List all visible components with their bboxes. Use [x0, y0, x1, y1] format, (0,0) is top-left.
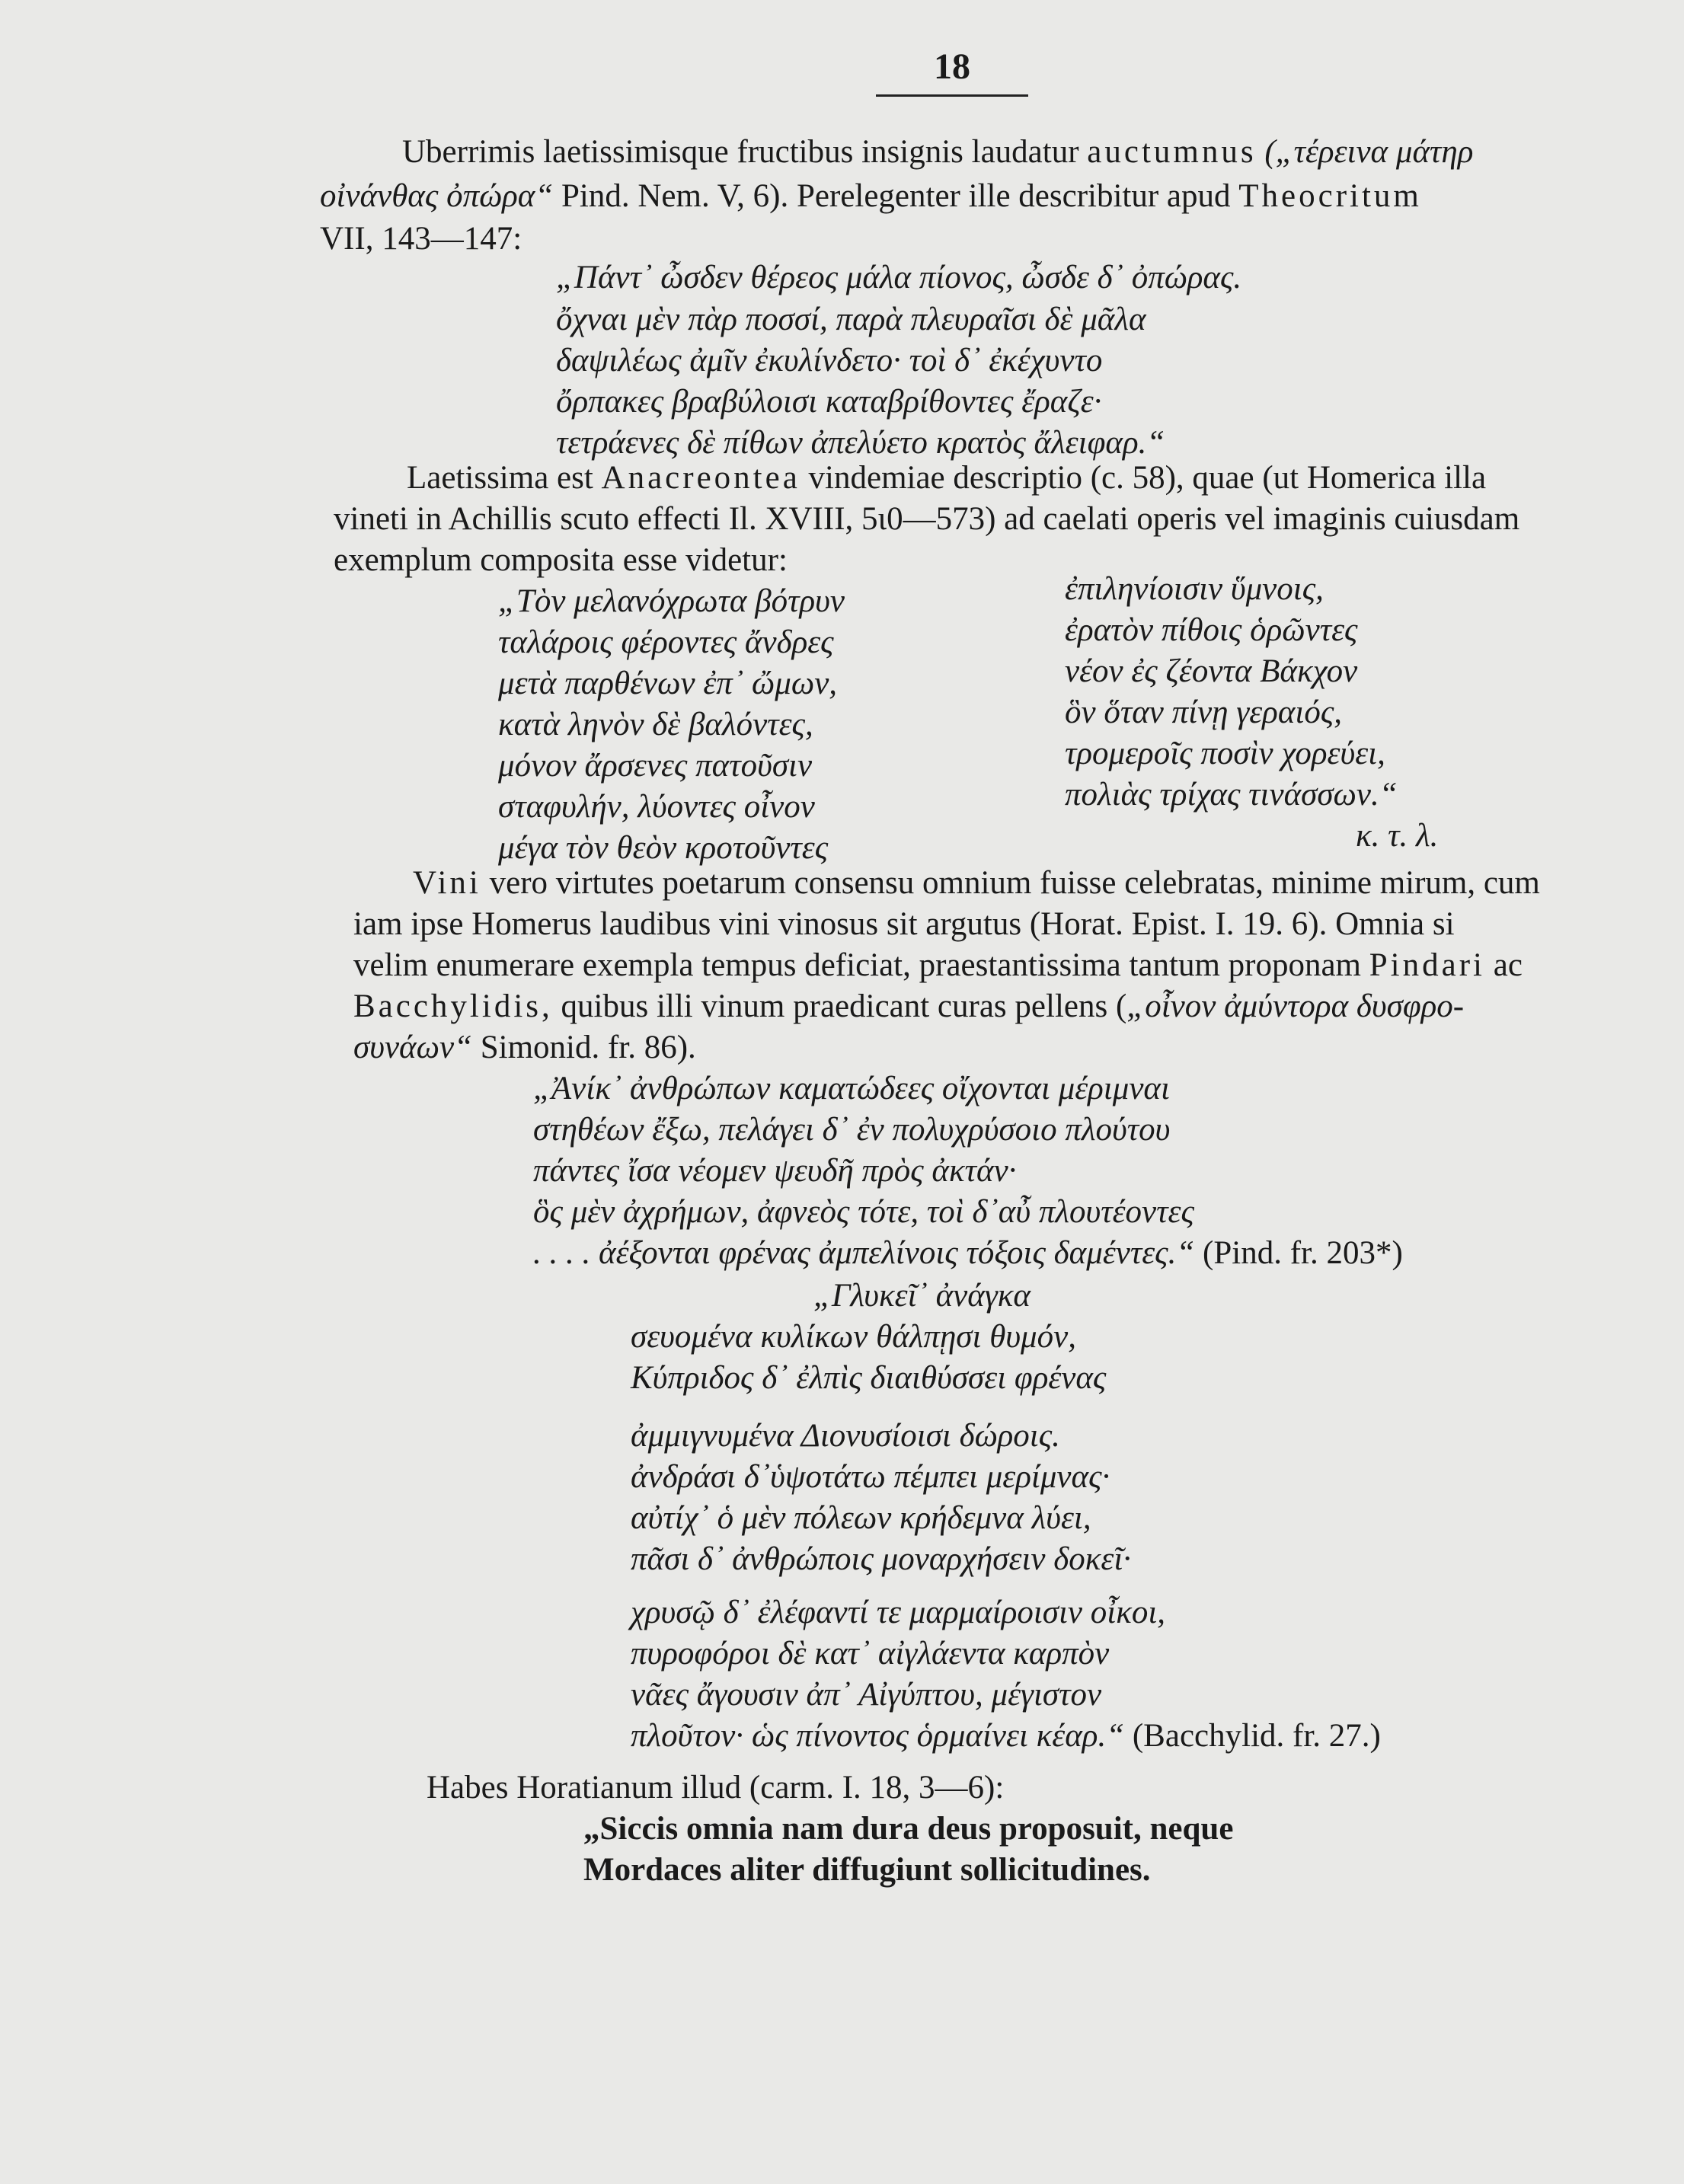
verse-line: πάντες ἴσα νέομεν ψευδῆ πρὸς ἀκτάν· — [533, 1153, 1017, 1189]
verse-line: σταφυλήν, λύοντες οἶνον — [498, 789, 815, 825]
paragraph-line — [402, 136, 1473, 168]
verse-line: χρυσῷ δ᾽ ἐλέφαντί τε μαρμαίροισιν οἶκοι, — [631, 1595, 1166, 1630]
greek-text: . . . . ἀέξονται φρένας ἀμπελίνοις τόξοις δαμέντες.“ — [533, 1235, 1195, 1271]
emphasis-text: auctumnus — [1087, 134, 1257, 170]
verse-line: „Γλυκεῖ᾽ ἀνάγκα — [813, 1278, 1031, 1314]
text-run: Pind. Nem. V, 6). Perelegenter ille describitur apud — [561, 178, 1231, 214]
etcetera-note: κ. τ. λ. — [1356, 818, 1439, 854]
verse-line: ὃς μὲν ἀχρήμων, ἀφνεὸς τότε, τοὶ δ᾽αὖ πλουτέοντες — [533, 1194, 1194, 1230]
paragraph-line — [320, 180, 1422, 212]
paragraph-line — [353, 990, 1464, 1023]
emphasis-text: Pindari — [1369, 947, 1485, 983]
text-run: quibus illi vinum praedicant curas pellens ( — [561, 988, 1127, 1024]
verse-line: „Ἀνίκ᾽ ἀνθρώπων καματώδεες οἴχονται μέριμναι — [533, 1071, 1170, 1106]
verse-line: „Τὸν μελανόχρωτα βότρυν — [498, 583, 845, 619]
greek-text: συνάων“ — [353, 1030, 472, 1065]
verse-line: Κύπριδος δ᾽ ἐλπὶς διαιθύσσει φρένας — [631, 1360, 1107, 1396]
verse-line — [533, 1237, 1403, 1269]
greek-text: πλοῦτον· ὡς πίνοντος ὁρμαίνει κέαρ.“ — [631, 1718, 1125, 1754]
verse-line: ἀνδράσι δ᾽ὑψοτάτω πέμπει μερίμνας· — [631, 1459, 1110, 1495]
text-run: Laetissima est — [407, 460, 593, 496]
verse-line: „Siccis omnia nam dura deus proposuit, neque — [583, 1811, 1234, 1847]
text-run: Uberrimis laetissimisque fructibus insignis laudatur — [402, 134, 1079, 170]
verse-line — [631, 1719, 1381, 1752]
verse-line: πυροφόροι δὲ κατ᾽ αἰγλάεντα καρπὸν — [631, 1636, 1110, 1672]
verse-line: ἐρατὸν πίθοις ὁρῶντες — [1065, 612, 1358, 648]
verse-line: Mordaces aliter diffugiunt sollicitudines. — [583, 1852, 1151, 1888]
text-run: ac — [1493, 947, 1523, 983]
emphasis-text: Theocritum — [1238, 178, 1422, 214]
verse-line: ταλάροις φέροντες ἄνδρες — [498, 624, 834, 660]
greek-text: „οἶνον ἀμύντορα δυσφρο- — [1126, 988, 1465, 1024]
verse-line: νέον ἐς ζέοντα Βάκχον — [1065, 653, 1358, 689]
verse-line: στηθέων ἔξω, πελάγει δ᾽ ἐν πολυχρύσοιο πλούτου — [533, 1112, 1171, 1148]
verse-line: μόνον ἄρσενες πατοῦσιν — [498, 748, 813, 784]
citation: (Pind. fr. 203*) — [1203, 1235, 1403, 1271]
paragraph-line: VII, 143—147: — [320, 221, 522, 257]
verse-line: τετράενες δὲ πίθων ἀπελύετο κρατὸς ἄλειφαρ.“ — [556, 425, 1165, 461]
text-run: velim enumerare exempla tempus deficiat, praestantissima tantum proponam — [353, 947, 1362, 983]
verse-line: πολιὰς τρίχας τινάσσων.“ — [1065, 777, 1398, 813]
text-run: vindemiae descriptio (c. 58), quae (ut Homerica illa — [808, 460, 1487, 496]
verse-line: αὐτίχ᾽ ὁ μὲν πόλεων κρήδεμνα λύει, — [631, 1500, 1091, 1536]
verse-line: ἐπιληνίοισιν ὕμνοις, — [1065, 571, 1324, 607]
verse-line: „Πάντ᾽ ὦσδεν θέρεος μάλα πίονος, ὦσδε δ᾽ ὀπώρας. — [556, 260, 1242, 295]
page-number: 18 — [934, 46, 970, 87]
emphasis-text: Bacchylidis, — [353, 988, 553, 1024]
verse-line: μετὰ παρθένων ἐπ᾽ ὤμων, — [498, 666, 838, 701]
verse-line: πᾶσι δ᾽ ἀνθρώποις μοναρχήσειν δοκεῖ· — [631, 1541, 1132, 1577]
greek-text: οἰνάνθας ὀπώρα“ — [320, 178, 554, 214]
text-run: vero virtutes poetarum consensu omnium fuisse celebratas, minime mirum, cum — [489, 865, 1540, 901]
paragraph-line — [413, 867, 1540, 899]
greek-text: („τέρεινα μάτηρ — [1264, 134, 1474, 170]
verse-line: τρομεροῖς ποσὶν χορεύει, — [1065, 736, 1385, 771]
paragraph-line: Habes Horatianum illud (carm. I. 18, 3—6): — [427, 1770, 1005, 1806]
paragraph-line — [353, 949, 1523, 982]
verse-line: νᾶες ἄγουσιν ἀπ᾽ Αἰγύπτου, μέγιστον — [631, 1677, 1102, 1713]
verse-line: ἀμμιγνυμένα Διονυσίοισι δώροις. — [631, 1418, 1060, 1454]
verse-line: ὃν ὅταν πίνῃ γεραιός, — [1065, 694, 1343, 730]
paragraph-line — [353, 1031, 696, 1064]
verse-line: δαψιλέως ἀμῖν ἐκυλίνδετο· τοὶ δ᾽ ἐκέχυντο — [556, 343, 1103, 378]
paragraph-line: vineti in Achillis scuto effecti Il. XVIII, 5ι0—573) ad caelati operis vel imaginis cuiusdam — [334, 501, 1520, 537]
verse-line: κατὰ ληνὸν δὲ βαλόντες, — [498, 707, 813, 742]
paragraph-line: exemplum composita esse videtur: — [334, 542, 788, 578]
header-rule — [876, 94, 1028, 97]
verse-line: μέγα τὸν θεὸν κροτοῦντες — [498, 830, 829, 866]
text-run: Simonid. fr. 86). — [480, 1030, 696, 1065]
verse-line: ὄρπακες βραβύλοισι καταβρίθοντες ἔραζε· — [556, 384, 1102, 420]
verse-line: σευομένα κυλίκων θάλπῃσι θυμόν, — [631, 1319, 1076, 1355]
emphasis-text: Anacreontea — [601, 460, 800, 496]
emphasis-text: Vini — [413, 865, 481, 901]
paragraph-line — [407, 461, 1486, 494]
paragraph-line: iam ipse Homerus laudibus vini vinosus sit argutus (Horat. Epist. I. 19. 6). Omnia si — [353, 906, 1455, 942]
citation: (Bacchylid. fr. 27.) — [1132, 1718, 1381, 1754]
verse-line: ὄχναι μὲν πὰρ ποσσί, παρὰ πλευραῖσι δὲ μᾶλα — [556, 302, 1146, 337]
